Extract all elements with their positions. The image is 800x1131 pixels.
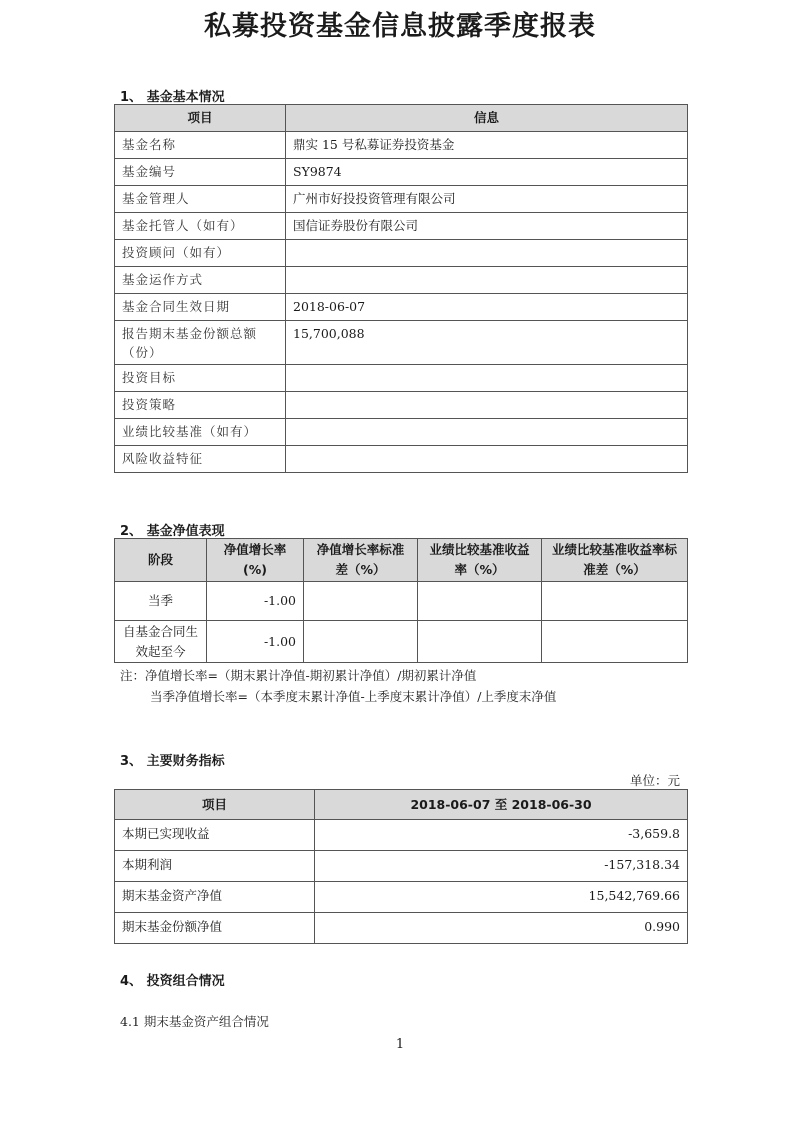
table-row [115,186,688,213]
financial-indicators-table [114,789,688,944]
col-header-growth: 净值增长率(%) [207,539,304,582]
footnote-quarter-formula: 当季净值增长率=（本季度末累计净值-上季度末累计净值）/上季度末净值 [150,689,557,704]
row-label: 期末基金资产净值 [115,882,315,913]
row-value [286,365,688,392]
row-value: 鼎实 15 号私募证券投资基金 [286,132,688,159]
page-number: 1 [395,1037,405,1052]
col-header-growth-sd: 净值增长率标准差（%） [304,539,418,582]
table-row [115,365,688,392]
row-label: 基金运作方式 [115,267,286,294]
table-row [115,446,688,473]
table-row [115,820,688,851]
row-value: 广州市好投投资管理有限公司 [286,186,688,213]
bench-cell [418,582,542,621]
table-row [115,913,688,944]
table-row [115,294,688,321]
row-label: 报告期末基金份额总额（份） [115,321,286,365]
section1-heading: 1、 基金基本情况 [120,90,225,105]
row-label: 期末基金份额净值 [115,913,315,944]
table-row [115,213,688,240]
col-header-info: 信息 [286,105,688,132]
section2-heading: 2、 基金净值表现 [120,524,225,539]
nav-performance-table [114,538,688,663]
row-value [286,392,688,419]
row-label: 业绩比较基准（如有） [115,419,286,446]
table-row [115,392,688,419]
row-value: 国信证券股份有限公司 [286,213,688,240]
table-header-row [115,790,688,820]
row-value: -3,659.8 [315,820,688,851]
table-row [115,132,688,159]
table-row [115,882,688,913]
fund-basic-info-table [114,104,688,473]
bench-cell [418,621,542,663]
growth-cell: -1.00 [207,582,304,621]
row-value [286,446,688,473]
row-value: 15,542,769.66 [315,882,688,913]
table-row [115,851,688,882]
col-header-item: 项目 [115,105,286,132]
table-header-row [115,539,688,582]
row-value: SY9874 [286,159,688,186]
row-label: 基金管理人 [115,186,286,213]
table-row [115,419,688,446]
table-row [115,321,688,365]
col-header-bench: 业绩比较基准收益率（%） [418,539,542,582]
col-header-period: 2018-06-07 至 2018-06-30 [315,790,688,820]
row-value: -157,318.34 [315,851,688,882]
row-label: 投资策略 [115,392,286,419]
row-label: 投资顾问（如有） [115,240,286,267]
growth-sd-cell [304,582,418,621]
table-row [115,159,688,186]
section3-heading: 3、 主要财务指标 [120,754,225,769]
table-row [115,240,688,267]
stage-cell: 自基金合同生效起至今 [115,621,207,663]
unit-label: 单位：元 [629,773,680,788]
bench-sd-cell [542,621,688,663]
row-label: 基金编号 [115,159,286,186]
report-title: 私募投资基金信息披露季度报表 [204,11,596,42]
col-header-item: 项目 [115,790,315,820]
table-row [115,582,688,621]
section4-subheading: 4.1 期末基金资产组合情况 [120,1014,269,1029]
row-label: 本期利润 [115,851,315,882]
footnote-growth-formula: 注：净值增长率=（期末累计净值-期初累计净值）/期初累计净值 [120,668,477,683]
col-header-bench-sd: 业绩比较基准收益率标准差（%） [542,539,688,582]
row-label: 本期已实现收益 [115,820,315,851]
growth-cell: -1.00 [207,621,304,663]
growth-sd-cell [304,621,418,663]
col-header-stage: 阶段 [115,539,207,582]
row-label: 基金托管人（如有） [115,213,286,240]
table-row [115,621,688,663]
row-value [286,240,688,267]
row-value: 0.990 [315,913,688,944]
table-header-row [115,105,688,132]
row-label: 基金名称 [115,132,286,159]
bench-sd-cell [542,582,688,621]
stage-cell: 当季 [115,582,207,621]
row-label: 投资目标 [115,365,286,392]
row-value: 15,700,088 [286,321,688,365]
row-label: 基金合同生效日期 [115,294,286,321]
row-value: 2018-06-07 [286,294,688,321]
table-row [115,267,688,294]
section4-heading: 4、 投资组合情况 [120,974,225,989]
row-label: 风险收益特征 [115,446,286,473]
row-value [286,419,688,446]
row-value [286,267,688,294]
